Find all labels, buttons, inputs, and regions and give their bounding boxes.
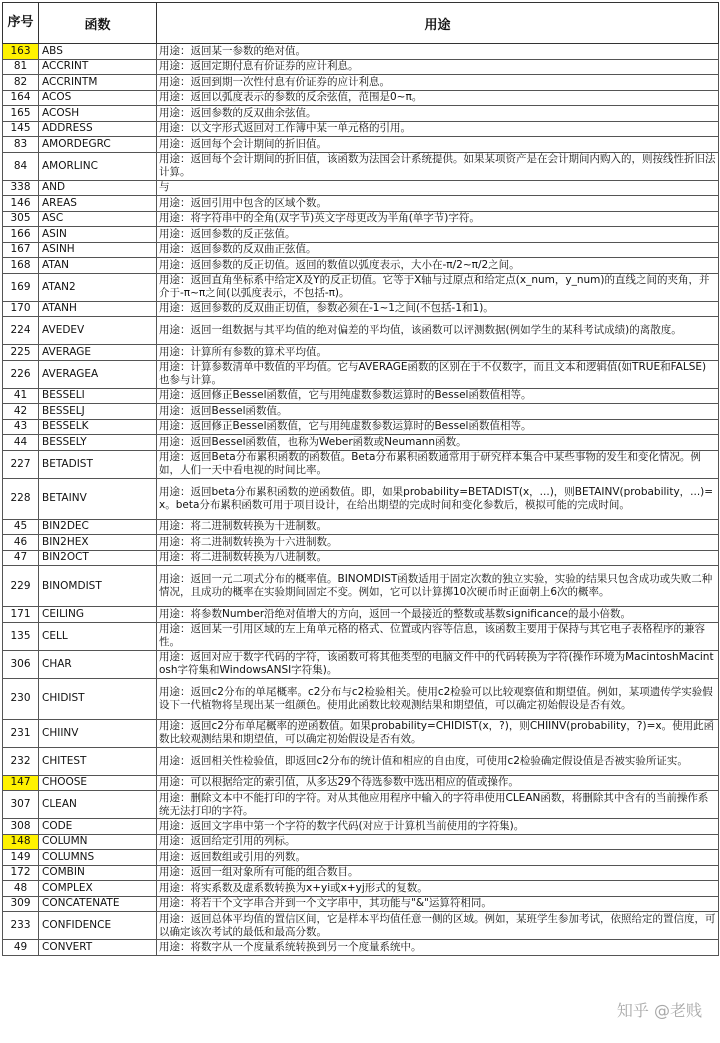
function-usage: 用途：返回以弧度表示的参数的反余弦值，范围是0~π。 (157, 90, 719, 106)
row-number: 44 (3, 435, 39, 451)
table-row (3, 152, 719, 180)
row-number: 49 (3, 940, 39, 956)
table-row (3, 301, 719, 317)
function-usage: 用途：将二进制数转换为十进制数。 (157, 519, 719, 535)
table-row (3, 388, 719, 404)
table-row (3, 678, 719, 719)
table-row (3, 607, 719, 623)
table-row (3, 775, 719, 791)
function-usage: 用途：将若干个文字串合并到一个文字串中，其功能与"&"运算符相同。 (157, 896, 719, 912)
function-name: ATAN (39, 258, 157, 274)
row-number: 147 (3, 775, 39, 791)
function-name: BETADIST (39, 450, 157, 478)
table-row (3, 360, 719, 388)
function-name: BIN2HEX (39, 535, 157, 551)
table-header-row (3, 3, 719, 44)
function-usage: 用途：将数字从一个度量系统转换到另一个度量系统中。 (157, 940, 719, 956)
table-row (3, 196, 719, 212)
function-usage: 用途：返回每个会计期间的折旧值，该函数为法国会计系统提供。如果某项资产是在会计期间内购入的，则按线性折旧法计算。 (157, 152, 719, 180)
row-number: 226 (3, 360, 39, 388)
row-number: 171 (3, 607, 39, 623)
function-usage: 用途：返回c2分布的单尾概率。c2分布与c2检验相关。使用c2检验可以比较观察值和期望值。例如，某项遗传学实验假设下一代植物将呈现出某一组颜色。使用此函数比较观测结果和期望值，可以确定初始假设是否有效。 (157, 678, 719, 719)
function-usage: 用途：可以根据给定的索引值，从多达29个待选参数中选出相应的值或操作。 (157, 775, 719, 791)
row-number: 308 (3, 819, 39, 835)
table-row (3, 850, 719, 866)
function-usage: 用途：将二进制数转换为八进制数。 (157, 550, 719, 566)
table-row (3, 137, 719, 153)
row-number: 229 (3, 566, 39, 607)
row-number: 41 (3, 388, 39, 404)
function-usage: 用途：返回某一参数的绝对值。 (157, 44, 719, 60)
table-row (3, 834, 719, 850)
header-usage: 用途 (157, 3, 719, 44)
function-name: BESSELI (39, 388, 157, 404)
row-number: 169 (3, 273, 39, 301)
table-row (3, 719, 719, 747)
header-number: 序号 (3, 3, 39, 44)
function-name: CELL (39, 622, 157, 650)
function-usage: 用途：将参数Number沿绝对值增大的方向，返回一个最接近的整数或基数significance的最小倍数。 (157, 607, 719, 623)
function-name: COLUMN (39, 834, 157, 850)
function-name: BESSELY (39, 435, 157, 451)
table-row (3, 345, 719, 361)
function-usage: 用途：返回参数的反双曲正弦值。 (157, 242, 719, 258)
function-usage: 用途：返回对应于数字代码的字符，该函数可将其他类型的电脑文件中的代码转换为字符(操作环境为MacintoshMacintosh字符集和WindowsANSI字符集)。 (157, 650, 719, 678)
function-usage: 用途：将字符串中的全角(双字节)英文字母更改为半角(单字节)字符。 (157, 211, 719, 227)
function-usage: 用途：返回定期付息有价证券的应计利息。 (157, 59, 719, 75)
function-usage: 用途：返回总体平均值的置信区间，它是样本平均值任意一侧的区域。例如，某班学生参加考试，依照给定的置信度，可以确定该次考试的最低和最高分数。 (157, 912, 719, 940)
row-number: 83 (3, 137, 39, 153)
table-row (3, 75, 719, 91)
function-name: ATANH (39, 301, 157, 317)
row-number: 164 (3, 90, 39, 106)
function-usage: 用途：以文字形式返回对工作簿中某一单元格的引用。 (157, 121, 719, 137)
table-row (3, 940, 719, 956)
function-name: ACCRINT (39, 59, 157, 75)
function-usage: 用途：返回一组数据与其平均值的绝对偏差的平均值，该函数可以评测数据(例如学生的某科考试成绩)的离散度。 (157, 317, 719, 345)
function-name: ACOSH (39, 106, 157, 122)
function-name: CONVERT (39, 940, 157, 956)
row-number: 48 (3, 881, 39, 897)
function-name: CONCATENATE (39, 896, 157, 912)
row-number: 228 (3, 478, 39, 519)
row-number: 82 (3, 75, 39, 91)
function-name: AMORLINC (39, 152, 157, 180)
function-name: AVERAGEA (39, 360, 157, 388)
row-number: 233 (3, 912, 39, 940)
function-name: COMPLEX (39, 881, 157, 897)
table-row (3, 404, 719, 420)
function-usage: 用途：将实系数及虚系数转换为x+yi或x+yj形式的复数。 (157, 881, 719, 897)
row-number: 84 (3, 152, 39, 180)
function-usage: 用途：返回引用中包含的区域个数。 (157, 196, 719, 212)
function-name: AVEDEV (39, 317, 157, 345)
function-usage: 用途：返回参数的反双曲正切值，参数必须在-1~1之间(不包括-1和1)。 (157, 301, 719, 317)
table-row (3, 121, 719, 137)
function-table (2, 2, 719, 956)
function-usage: 用途：返回文字串中第一个字符的数字代码(对应于计算机当前使用的字符集)。 (157, 819, 719, 835)
function-name: ATAN2 (39, 273, 157, 301)
row-number: 145 (3, 121, 39, 137)
header-function: 函数 (39, 3, 157, 44)
function-name: AREAS (39, 196, 157, 212)
table-row (3, 90, 719, 106)
function-name: AND (39, 180, 157, 196)
table-row (3, 242, 719, 258)
table-row (3, 566, 719, 607)
table-row (3, 881, 719, 897)
function-usage: 用途：返回给定引用的列标。 (157, 834, 719, 850)
function-name: BIN2DEC (39, 519, 157, 535)
function-usage: 用途：计算所有参数的算术平均值。 (157, 345, 719, 361)
row-number: 166 (3, 227, 39, 243)
row-number: 47 (3, 550, 39, 566)
row-number: 224 (3, 317, 39, 345)
function-name: ASINH (39, 242, 157, 258)
table-row (3, 747, 719, 775)
table-body (3, 44, 719, 956)
function-name: ACOS (39, 90, 157, 106)
function-usage: 用途：返回参数的反正弦值。 (157, 227, 719, 243)
function-name: ACCRINTM (39, 75, 157, 91)
table-row (3, 180, 719, 196)
function-name: BIN2OCT (39, 550, 157, 566)
function-usage: 用途：返回修正Bessel函数值，它与用纯虚数参数运算时的Bessel函数值相等。 (157, 419, 719, 435)
function-name: BESSELK (39, 419, 157, 435)
function-name: CHOOSE (39, 775, 157, 791)
function-name: CHAR (39, 650, 157, 678)
table-row (3, 211, 719, 227)
function-usage: 用途：返回到期一次性付息有价证券的应计利息。 (157, 75, 719, 91)
row-number: 149 (3, 850, 39, 866)
function-usage: 用途：返回直角坐标系中给定X及Y的反正切值。它等于X轴与过原点和给定点(x_num，y_num)的直线之间的夹角，并介于-π~π之间(以弧度表示，不包括-π)。 (157, 273, 719, 301)
function-usage: 用途：返回c2分布单尾概率的逆函数值。如果probability=CHIDIST(x，?)，则CHIINV(probability，?)=x。使用此函数比较观测结果和期望值，可以确定初始假设是否有效。 (157, 719, 719, 747)
table-row (3, 912, 719, 940)
function-usage: 用途：返回修正Bessel函数值，它与用纯虚数参数运算时的Bessel函数值相等。 (157, 388, 719, 404)
row-number: 306 (3, 650, 39, 678)
function-name: CHIINV (39, 719, 157, 747)
function-usage: 用途：将二进制数转换为十六进制数。 (157, 535, 719, 551)
row-number: 227 (3, 450, 39, 478)
table-row (3, 106, 719, 122)
function-name: COMBIN (39, 865, 157, 881)
function-usage: 用途：返回数组或引用的列数。 (157, 850, 719, 866)
function-name: AVERAGE (39, 345, 157, 361)
row-number: 225 (3, 345, 39, 361)
function-usage: 用途：返回每个会计期间的折旧值。 (157, 137, 719, 153)
function-usage: 用途：返回Bessel函数值，也称为Weber函数或Neumann函数。 (157, 435, 719, 451)
function-usage: 与 (157, 180, 719, 196)
table-row (3, 819, 719, 835)
function-name: BETAINV (39, 478, 157, 519)
row-number: 338 (3, 180, 39, 196)
table-row (3, 550, 719, 566)
table-row (3, 791, 719, 819)
function-usage: 用途：返回一元二项式分布的概率值。BINOMDIST函数适用于固定次数的独立实验，实验的结果只包含成功或失败二种情况，且成功的概率在实验期间固定不变。例如，它可以计算掷10次硬币时正面朝上6次的概率。 (157, 566, 719, 607)
row-number: 168 (3, 258, 39, 274)
table-row (3, 535, 719, 551)
function-usage: 用途：返回Beta分布累积函数的函数值。Beta分布累积函数通常用于研究样本集合中某些事物的发生和变化情况。例如，人们一天中看电视的时间比率。 (157, 450, 719, 478)
table-row (3, 865, 719, 881)
row-number: 165 (3, 106, 39, 122)
row-number: 305 (3, 211, 39, 227)
row-number: 172 (3, 865, 39, 881)
row-number: 167 (3, 242, 39, 258)
row-number: 46 (3, 535, 39, 551)
row-number: 45 (3, 519, 39, 535)
table-row (3, 317, 719, 345)
function-name: ADDRESS (39, 121, 157, 137)
function-name: CODE (39, 819, 157, 835)
function-name: BINOMDIST (39, 566, 157, 607)
function-name: ASC (39, 211, 157, 227)
function-usage: 用途：计算参数清单中数值的平均值。它与AVERAGE函数的区别在于不仅数字，而且文本和逻辑值(如TRUE和FALSE)也参与计算。 (157, 360, 719, 388)
watermark: 知乎 @老贱 (616, 1001, 702, 1020)
table-row (3, 227, 719, 243)
table-row (3, 59, 719, 75)
row-number: 43 (3, 419, 39, 435)
table-row (3, 622, 719, 650)
function-usage: 用途：返回某一引用区域的左上角单元格的格式、位置或内容等信息，该函数主要用于保持与其它电子表格程序的兼容性。 (157, 622, 719, 650)
row-number: 81 (3, 59, 39, 75)
function-name: ASIN (39, 227, 157, 243)
table-row (3, 273, 719, 301)
function-usage: 用途：返回Bessel函数值。 (157, 404, 719, 420)
table-row (3, 44, 719, 60)
row-number: 170 (3, 301, 39, 317)
row-number: 309 (3, 896, 39, 912)
row-number: 135 (3, 622, 39, 650)
row-number: 231 (3, 719, 39, 747)
function-name: CLEAN (39, 791, 157, 819)
table-row (3, 419, 719, 435)
row-number: 163 (3, 44, 39, 60)
row-number: 148 (3, 834, 39, 850)
table-row (3, 258, 719, 274)
row-number: 230 (3, 678, 39, 719)
function-name: CEILING (39, 607, 157, 623)
table-row (3, 519, 719, 535)
function-name: AMORDEGRC (39, 137, 157, 153)
table-row (3, 478, 719, 519)
function-usage: 用途：返回参数的反双曲余弦值。 (157, 106, 719, 122)
function-name: BESSELJ (39, 404, 157, 420)
function-usage: 用途：返回一组对象所有可能的组合数目。 (157, 865, 719, 881)
function-name: ABS (39, 44, 157, 60)
function-name: CHIDIST (39, 678, 157, 719)
table-row (3, 650, 719, 678)
function-name: COLUMNS (39, 850, 157, 866)
function-usage: 用途：返回相关性检验值，即返回c2分布的统计值和相应的自由度，可使用c2检验确定假设值是否被实验所证实。 (157, 747, 719, 775)
table-row (3, 450, 719, 478)
function-name: CONFIDENCE (39, 912, 157, 940)
function-name: CHITEST (39, 747, 157, 775)
row-number: 42 (3, 404, 39, 420)
table-row (3, 896, 719, 912)
row-number: 146 (3, 196, 39, 212)
function-usage: 用途：删除文本中不能打印的字符。对从其他应用程序中输入的字符串使用CLEAN函数，将删除其中含有的当前操作系统无法打印的字符。 (157, 791, 719, 819)
row-number: 307 (3, 791, 39, 819)
function-usage: 用途：返回beta分布累积函数的逆函数值。即，如果probability=BETADIST(x，...)，则BETAINV(probability，...)=x。beta分布累积函数可用于项目设计，在给出期望的完成时间和变化参数后，模拟可能的完成时间。 (157, 478, 719, 519)
row-number: 232 (3, 747, 39, 775)
table-row (3, 435, 719, 451)
function-usage: 用途：返回参数的反正切值。返回的数值以弧度表示，大小在-π/2~π/2之间。 (157, 258, 719, 274)
